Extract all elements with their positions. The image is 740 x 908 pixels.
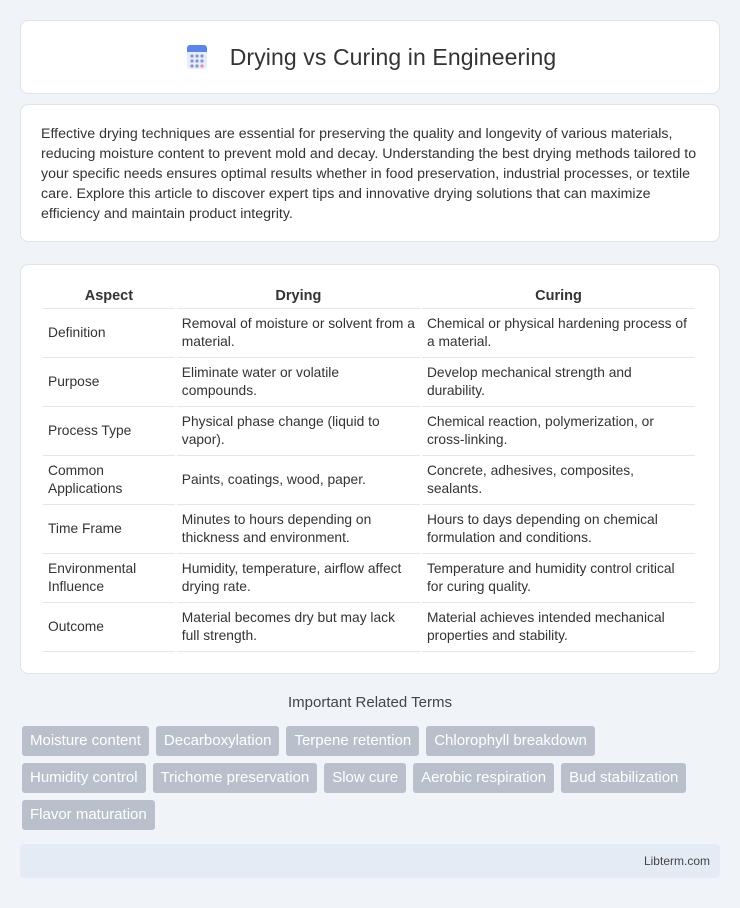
table-cell: Paints, coatings, wood, paper. (177, 456, 420, 505)
table-cell: Physical phase change (liquid to vapor). (177, 407, 420, 456)
header-aspect: Aspect (43, 285, 175, 309)
related-term-tag[interactable]: Terpene retention (286, 726, 419, 756)
related-term-tag[interactable]: Moisture content (22, 726, 149, 756)
table-row (43, 505, 695, 554)
table-cell: Common Applications (43, 456, 175, 505)
footer (20, 844, 720, 878)
table-cell: Chemical reaction, polymerization, or cross-linking. (422, 407, 695, 456)
page-title: Drying vs Curing in Engineering (229, 43, 557, 70)
table-cell: Definition (43, 309, 175, 358)
table-row (43, 456, 695, 505)
table-row (43, 554, 695, 603)
table-cell: Concrete, adhesives, composites, sealants. (422, 456, 695, 505)
table-cell: Chemical or physical hardening process of a material. (422, 309, 695, 358)
table-cell: Eliminate water or volatile compounds. (177, 358, 420, 407)
related-terms-title: Important Related Terms (288, 694, 452, 711)
table-cell: Temperature and humidity control critical for curing quality. (422, 554, 695, 603)
table-header-row (43, 285, 695, 309)
table-row (43, 407, 695, 456)
table-cell: Removal of moisture or solvent from a material. (177, 309, 420, 358)
table-row (43, 358, 695, 407)
header-card (20, 20, 720, 94)
related-term-tag[interactable]: Chlorophyll breakdown (426, 726, 595, 756)
related-term-tag[interactable]: Bud stabilization (561, 763, 686, 793)
table-cell: Hours to days depending on chemical formulation and conditions. (422, 505, 695, 554)
related-term-tag[interactable]: Slow cure (324, 763, 406, 793)
table-cell: Outcome (43, 603, 175, 652)
footer-brand-link[interactable]: Libterm.com (643, 854, 710, 868)
related-term-tag[interactable]: Flavor maturation (22, 800, 155, 830)
table-cell: Environmental Influence (43, 554, 175, 603)
related-term-tag[interactable]: Trichome preservation (153, 763, 318, 793)
related-term-tag[interactable]: Decarboxylation (156, 726, 280, 756)
table-cell: Process Type (43, 407, 175, 456)
table-row (43, 603, 695, 652)
comparison-table-card (20, 264, 720, 674)
table-cell: Develop mechanical strength and durability. (422, 358, 695, 407)
table-row (43, 309, 695, 358)
intro-text: Effective drying techniques are essential for preserving the quality and longevity of various materials, reducing moisture content to prevent mold and decay. Understanding the best drying methods tailored to your specific needs ensures optimal results whether in food preservation, industrial processes, or textile care. Explore this article to discover expert tips and innovative drying solutions that can maximize efficiency and maintain product integrity. (41, 126, 697, 222)
table-cell: Material achieves intended mechanical properties and stability. (422, 603, 695, 652)
comparison-table (41, 285, 697, 652)
header-curing: Curing (422, 285, 695, 309)
calculator-icon (184, 44, 210, 70)
table-cell: Time Frame (43, 505, 175, 554)
table-cell: Minutes to hours depending on thickness and environment. (177, 505, 420, 554)
related-term-tag[interactable]: Humidity control (22, 763, 146, 793)
table-cell: Humidity, temperature, airflow affect drying rate. (177, 554, 420, 603)
header-drying: Drying (177, 285, 420, 309)
related-terms-list (22, 726, 722, 837)
table-cell: Material becomes dry but may lack full strength. (177, 603, 420, 652)
related-term-tag[interactable]: Aerobic respiration (413, 763, 554, 793)
table-cell: Purpose (43, 358, 175, 407)
intro-card (20, 104, 720, 242)
